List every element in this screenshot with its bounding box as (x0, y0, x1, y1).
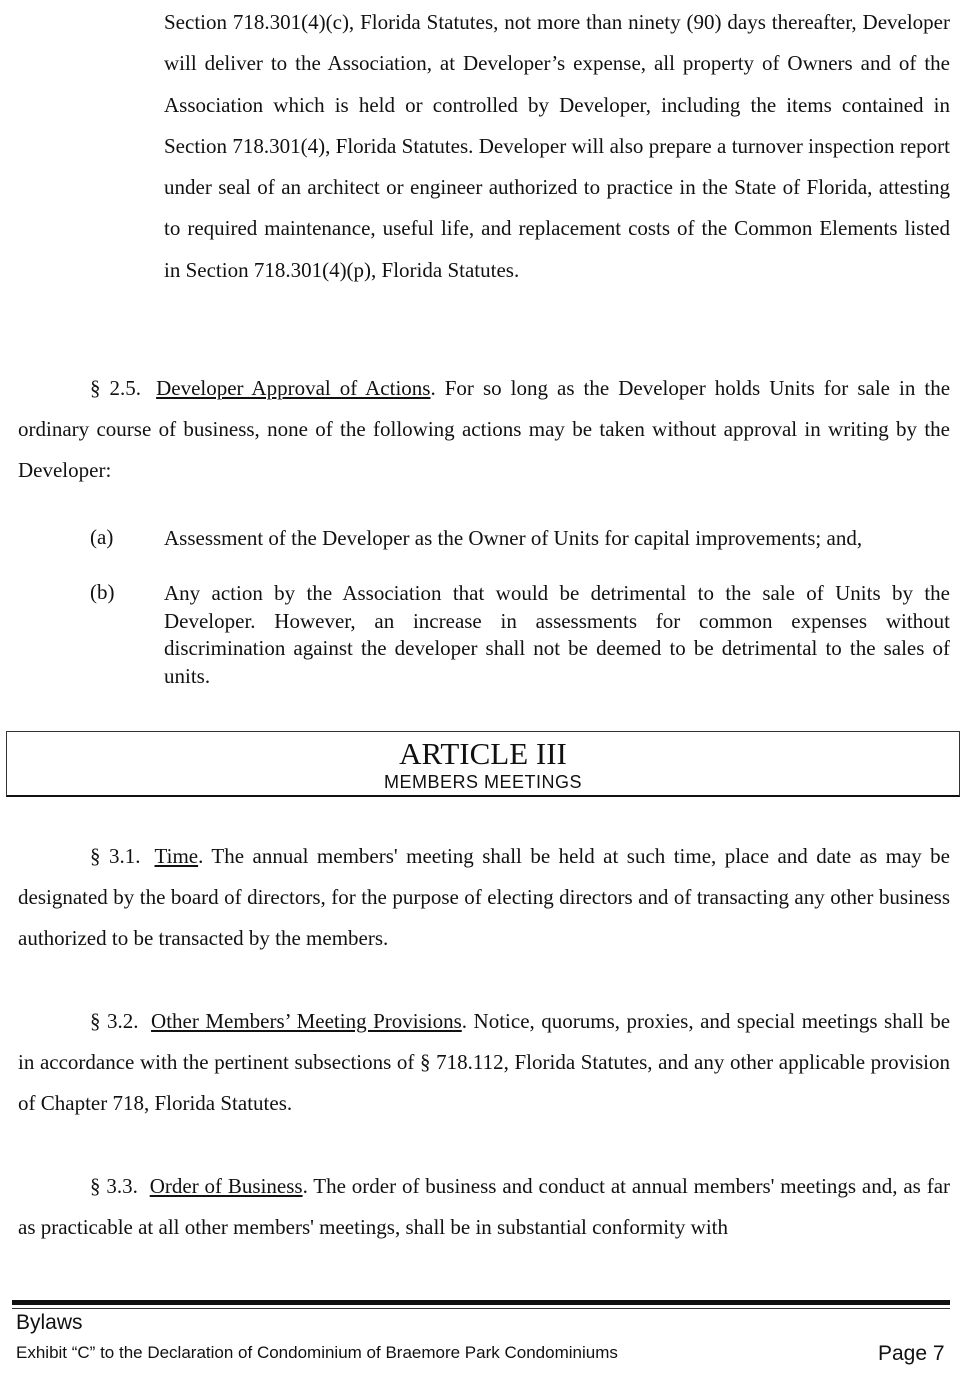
section-3-1 (18, 836, 950, 959)
section-3-3 (18, 1166, 950, 1248)
list-item-text: Assessment of the Developer as the Owner of Units for capital improvements; and, (164, 526, 863, 550)
section-number: § 3.2. (90, 1009, 139, 1033)
section-text: . The annual members' meeting shall be held at such time, place and date as may be designated by the board of directors, for the purpose of electing directors and of transacting any other business authorized to be transacted by the members. (18, 844, 951, 950)
list-item-text: Any action by the Association that would be detrimental to the sale of Units by the Developer. However, an increase in assessments for common expenses without discrimination against the developer shall not be deemed to be detrimental to the sales of units. (164, 581, 950, 688)
article-title: ARTICLE III (399, 736, 567, 771)
continued-paragraph: Section 718.301(4)(c), Florida Statutes, not more than ninety (90) days thereafter, Developer will deliver to the Association, at Developer’s expense, all property of Owners and of the Association which is held or controlled by Developer, including the items contained in Section 718.301(4), Florida Statutes. Developer will also prepare a turnover inspection report under seal of an architect or engineer authorized to practice in the State of Florida, attesting to required maintenance, useful life, and replacement costs of the Common Elements listed in Section 718.301(4)(p), Florida Statutes. (164, 10, 950, 282)
section-2-5 (18, 368, 950, 491)
section-heading: Time (154, 844, 199, 868)
section-text: . The order of business and conduct at annual members' meetings and, as far as practicable at all other members' meetings, shall be in substantial conformity with (18, 1174, 951, 1239)
list-item-label: (a) (90, 525, 114, 549)
section-heading: Developer Approval of Actions (156, 376, 431, 400)
list-item-label: (b) (90, 580, 115, 604)
footer-rule-thin (12, 1308, 950, 1309)
page-number: Page 7 (878, 1342, 945, 1365)
section-heading: Order of Business (149, 1174, 303, 1198)
footer-exhibit: Exhibit “C” to the Declaration of Condominium of Braemore Park Condominiums (16, 1343, 618, 1362)
section-text: . Notice, quorums, proxies, and special meetings shall be in accordance with the pertinent subsections of § 718.112, Florida Statutes, and any other applicable provision of Chapter 718, Florida Statutes. (18, 1009, 951, 1115)
section-text: . For so long as the Developer holds Units for sale in the ordinary course of business, none of the following actions may be taken without approval in writing by the Developer: (18, 376, 951, 482)
section-3-2 (18, 1001, 950, 1124)
section-number: § 3.1. (90, 844, 141, 868)
article-subtitle: MEMBERS MEETINGS (383, 772, 583, 792)
section-number: § 2.5. (90, 376, 142, 400)
section-number: § 3.3. (90, 1174, 138, 1198)
section-heading: Other Members’ Meeting Provisions (151, 1009, 462, 1033)
footer-title: Bylaws (16, 1311, 83, 1334)
footer-rule (12, 1300, 950, 1305)
article-heading-box (6, 731, 960, 797)
